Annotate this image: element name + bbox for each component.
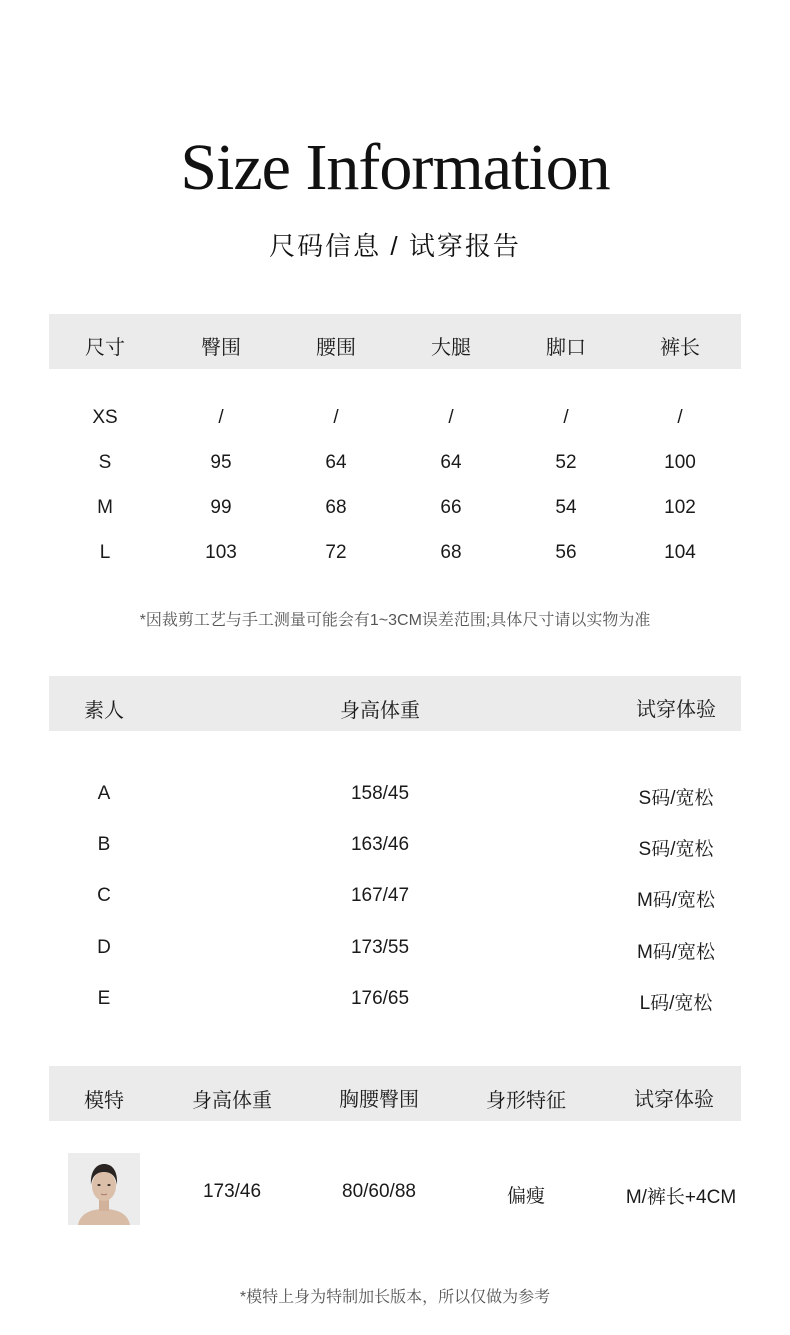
trial-cell: L码/宽松: [639, 993, 713, 1014]
size-header-length: 裤长: [660, 337, 700, 359]
page-title: Size Information: [180, 131, 610, 204]
trial-cell: B: [97, 834, 111, 855]
size-cell: 52: [555, 452, 577, 473]
size-header-hem: 脚口: [546, 337, 586, 359]
model-header-height-weight: 身高体重: [192, 1090, 272, 1112]
model-height-weight: 173/46: [202, 1181, 262, 1202]
size-cell: 64: [440, 452, 462, 473]
size-header-hip: 臀围: [201, 337, 241, 359]
size-cell: /: [563, 407, 569, 428]
size-cell: 104: [664, 542, 696, 563]
trial-cell: 176/65: [350, 988, 410, 1009]
size-cell: 103: [205, 542, 237, 563]
size-cell: 68: [325, 497, 347, 518]
model-note: *模特上身为特制加长版本，所以仅做为参考: [239, 1289, 551, 1306]
model-header-measurements: 胸腰臀围: [339, 1089, 419, 1111]
size-cell: /: [448, 407, 454, 428]
size-cell: 54: [555, 497, 577, 518]
size-cell: /: [333, 407, 339, 428]
model-header-model: 模特: [84, 1090, 124, 1112]
size-cell: S: [98, 452, 112, 473]
model-header-experience: 试穿体验: [634, 1089, 714, 1111]
size-cell: L: [99, 542, 111, 563]
size-note: *因裁剪工艺与手工测量可能会有1~3CM误差范围;具体尺寸请以实物为准: [139, 612, 651, 629]
size-cell: 64: [325, 452, 347, 473]
trial-cell: C: [97, 885, 111, 906]
trial-header-person: 素人: [84, 700, 124, 722]
size-cell: 68: [440, 542, 462, 563]
trial-cell: S码/宽松: [638, 788, 714, 809]
size-cell: /: [677, 407, 683, 428]
trial-cell: E: [97, 988, 111, 1009]
trial-cell: 167/47: [350, 885, 410, 906]
trial-cell: M码/宽松: [636, 942, 716, 963]
size-cell: M: [97, 497, 113, 518]
trial-cell: 163/46: [350, 834, 410, 855]
model-header-body-type: 身形特征: [486, 1090, 566, 1112]
size-cell: 72: [325, 542, 347, 563]
size-cell: 99: [210, 497, 232, 518]
size-cell: 102: [664, 497, 696, 518]
size-header-waist: 腰围: [316, 337, 356, 359]
model-experience: M/裤长+4CM: [625, 1187, 737, 1208]
trial-cell: 158/45: [350, 783, 410, 804]
model-avatar: [68, 1153, 140, 1225]
trial-cell: 173/55: [350, 937, 410, 958]
trial-header-experience: 试穿体验: [636, 699, 716, 721]
model-portrait: [68, 1153, 140, 1225]
size-cell: 100: [664, 452, 696, 473]
trial-cell: M码/宽松: [636, 890, 716, 911]
model-body-type: 偏瘦: [506, 1186, 545, 1207]
size-header-size: 尺寸: [85, 337, 125, 359]
size-cell: /: [218, 407, 224, 428]
trial-cell: D: [97, 937, 111, 958]
size-header-thigh: 大腿: [431, 337, 471, 359]
model-measurements: 80/60/88: [342, 1181, 416, 1202]
size-cell: 66: [440, 497, 462, 518]
trial-header-height-weight: 身高体重: [340, 700, 420, 722]
page-subtitle: 尺码信息 / 试穿报告: [269, 231, 521, 261]
size-cell: 56: [555, 542, 577, 563]
size-cell: XS: [92, 407, 118, 428]
trial-cell: S码/宽松: [638, 839, 714, 860]
trial-cell: A: [97, 783, 111, 804]
size-cell: 95: [210, 452, 232, 473]
